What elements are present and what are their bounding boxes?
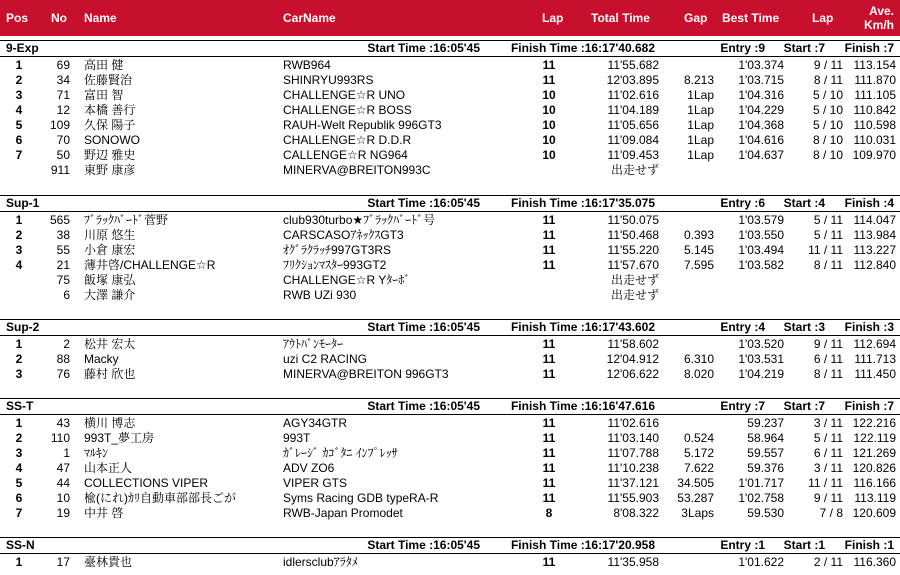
class-header-ss-n (0, 537, 900, 554)
cell-no: 76 (56, 367, 70, 381)
cell-car-name: CARSCASOｱﾈｯｸｽGT3 (283, 228, 404, 242)
cell-lap: 10 (542, 118, 556, 132)
cell-driver-name: SONOWO (84, 133, 140, 147)
cell-lap: 11 (542, 431, 556, 445)
cell-no: 17 (56, 555, 70, 569)
header-lap: Lap (542, 11, 564, 25)
cell-best-time: 1'02.758 (738, 491, 784, 505)
cell-best-time: 59.376 (747, 461, 784, 475)
cell-no: 38 (56, 228, 70, 242)
cell-average-speed: 113.119 (854, 491, 896, 505)
cell-driver-name: 楡(にれ)ｶﾘ自動車部部長ごが (84, 491, 236, 505)
cell-no: 19 (56, 506, 70, 520)
cell-gap: 0.393 (683, 228, 714, 242)
class-start-count: Start :3 (783, 320, 825, 334)
class-finish-time: Finish Time :16:17'35.075 (510, 196, 655, 210)
cell-gap: 7.595 (683, 258, 714, 272)
table-row (0, 337, 900, 352)
cell-driver-name: 川原 悠生 (84, 228, 136, 242)
table-row (0, 555, 900, 570)
cell-best-time: 1'04.229 (738, 103, 784, 117)
cell-gap: 34.505 (677, 476, 714, 490)
cell-total-time: 11'50.075 (607, 213, 659, 227)
class-entry-count: Entry :7 (720, 399, 765, 413)
cell-gap: 5.145 (683, 243, 714, 257)
cell-car-name: CALLENGE☆R NG964 (283, 148, 408, 162)
cell-no: 47 (56, 461, 70, 475)
cell-gap: 6.310 (683, 352, 714, 366)
cell-best-lap: 8 / 10 (812, 133, 843, 147)
cell-driver-name: 993T_夢工房 (84, 431, 155, 445)
cell-gap: 5.172 (683, 446, 714, 460)
cell-driver-name: 横川 博志 (84, 416, 136, 430)
cell-pos: 1 (15, 555, 23, 569)
header-name: Name (84, 11, 117, 25)
class-finish-time: Finish Time :16:17'20.958 (510, 538, 655, 552)
cell-car-name: MINERVA@BREITON 996GT3 (283, 367, 449, 381)
cell-car-name: AGY34GTR (283, 416, 348, 430)
table-row (0, 103, 900, 118)
cell-gap: 1Lap (687, 103, 714, 117)
cell-best-lap: 11 / 11 (808, 243, 843, 257)
cell-car-name: RWB UZi 930 (283, 288, 357, 302)
class-header-ss-t (0, 398, 900, 415)
header-carname: CarName (283, 11, 336, 25)
cell-best-time: 1'03.494 (738, 243, 784, 257)
cell-driver-name: 本橋 善行 (84, 103, 136, 117)
cell-lap: 10 (542, 148, 556, 162)
cell-best-time: 1'04.637 (738, 148, 784, 162)
cell-car-name: MINERVA@BREITON993C (283, 163, 431, 177)
cell-best-lap: 5 / 10 (812, 103, 843, 117)
cell-lap: 11 (542, 73, 556, 87)
cell-best-time: 1'03.550 (738, 228, 784, 242)
cell-pos: 7 (15, 148, 23, 162)
header-pos: Pos (6, 11, 29, 25)
cell-total-time: 8'08.322 (613, 506, 659, 520)
cell-no: 6 (63, 288, 70, 302)
cell-pos: 2 (15, 228, 23, 242)
cell-lap: 11 (542, 213, 556, 227)
cell-best-lap: 2 / 11 (813, 555, 843, 569)
table-row (0, 506, 900, 521)
cell-average-speed: 111.450 (854, 367, 896, 381)
cell-lap: 11 (542, 416, 556, 430)
cell-total-time: 11'07.788 (607, 446, 659, 460)
table-row (0, 213, 900, 228)
table-row (0, 258, 900, 273)
table-row (0, 58, 900, 73)
cell-no: 12 (56, 103, 70, 117)
class-start-time: Start Time :16:05'45 (367, 41, 480, 55)
header-average-line2: Km/h (864, 18, 894, 32)
class-start-count: Start :7 (783, 41, 825, 55)
cell-total-time: 11'37.121 (607, 476, 659, 490)
cell-car-name: RAUH-Welt Republik 996GT3 (283, 118, 442, 132)
cell-car-name: CHALLENGE☆R Yﾀｰﾎﾞ (283, 273, 411, 287)
cell-average-speed: 109.970 (852, 148, 896, 162)
cell-best-lap: 9 / 11 (813, 337, 843, 351)
header-total-time: Total Time (591, 11, 650, 25)
cell-average-speed: 120.609 (852, 506, 896, 520)
cell-car-name: ﾌﾘｸｼｮﾝﾏｽﾀｰ993GT2 (283, 258, 387, 272)
cell-pos: 5 (15, 118, 23, 132)
cell-best-lap: 8 / 10 (812, 148, 843, 162)
cell-car-name: VIPER GTS (283, 476, 348, 490)
cell-best-lap: 11 / 11 (808, 476, 843, 490)
cell-total-time: 12'03.895 (606, 73, 659, 87)
cell-total-time: 出走せず (610, 288, 659, 302)
cell-total-time: 11'02.616 (607, 88, 659, 102)
cell-average-speed: 111.713 (854, 352, 896, 366)
class-finish-count: Finish :4 (844, 196, 894, 210)
cell-average-speed: 116.360 (853, 555, 896, 569)
table-row (0, 88, 900, 103)
class-finish-count: Finish :3 (844, 320, 894, 334)
cell-total-time: 11'57.670 (607, 258, 659, 272)
cell-average-speed: 110.842 (853, 103, 896, 117)
cell-best-time: 1'03.579 (738, 213, 784, 227)
cell-total-time: 11'02.616 (607, 416, 659, 430)
cell-best-time: 1'03.531 (738, 352, 784, 366)
cell-no: 69 (56, 58, 70, 72)
cell-lap: 10 (542, 103, 556, 117)
table-row (0, 446, 900, 461)
cell-driver-name: 富田 智 (84, 88, 124, 102)
table-row (0, 431, 900, 446)
cell-best-lap: 9 / 11 (813, 58, 843, 72)
table-row (0, 148, 900, 163)
class-name: Sup-1 (6, 196, 40, 210)
class-name: Sup-2 (6, 320, 40, 334)
cell-pos: 6 (15, 491, 23, 505)
cell-lap: 11 (542, 58, 556, 72)
header-best-time: Best Time (722, 11, 780, 25)
cell-driver-name: 中井 啓 (84, 506, 124, 520)
cell-total-time: 11'55.903 (607, 491, 659, 505)
cell-gap: 1Lap (687, 148, 714, 162)
cell-driver-name: 久保 陽子 (84, 118, 136, 132)
cell-gap: 1Lap (687, 88, 714, 102)
cell-lap: 11 (542, 476, 556, 490)
cell-total-time: 11'50.468 (607, 228, 659, 242)
table-row (0, 416, 900, 431)
class-entry-count: Entry :9 (720, 41, 765, 55)
cell-pos: 4 (15, 461, 23, 475)
cell-lap: 11 (542, 367, 556, 381)
cell-average-speed: 110.598 (853, 118, 896, 132)
cell-driver-name: 高田 健 (84, 58, 124, 72)
cell-pos: 5 (15, 476, 23, 490)
cell-no: 55 (56, 243, 70, 257)
table-row (0, 491, 900, 506)
cell-gap: 1Lap (687, 133, 714, 147)
cell-total-time: 出走せず (610, 273, 659, 287)
cell-pos: 3 (15, 88, 23, 102)
cell-gap: 1Lap (687, 118, 714, 132)
cell-average-speed: 110.031 (853, 133, 896, 147)
class-finish-time: Finish Time :16:17'40.682 (510, 41, 655, 55)
cell-total-time: 出走せず (610, 163, 659, 177)
table-row (0, 476, 900, 491)
cell-no: 2 (63, 337, 70, 351)
cell-average-speed: 113.154 (853, 58, 896, 72)
table-row (0, 367, 900, 382)
cell-pos: 6 (15, 133, 23, 147)
class-finish-time: Finish Time :16:16'47.616 (510, 399, 655, 413)
cell-best-time: 59.557 (747, 446, 784, 460)
cell-driver-name: COLLECTIONS VIPER (84, 476, 209, 490)
table-row (0, 163, 900, 178)
cell-driver-name: ﾏﾙｷﾝ (84, 446, 109, 460)
cell-lap: 10 (542, 133, 556, 147)
cell-gap: 7.622 (683, 461, 714, 475)
cell-gap: 0.524 (683, 431, 714, 445)
header-average-line1: Ave. (869, 4, 894, 18)
results-header (0, 0, 900, 36)
cell-best-time: 59.237 (747, 416, 784, 430)
cell-car-name: SHINRYU993RS (283, 73, 374, 87)
cell-gap: 8.020 (683, 367, 714, 381)
cell-lap: 11 (542, 555, 556, 569)
cell-lap: 11 (542, 337, 556, 351)
cell-no: 70 (56, 133, 70, 147)
class-finish-count: Finish :1 (844, 538, 894, 552)
cell-no: 50 (56, 148, 70, 162)
cell-average-speed: 120.826 (852, 461, 896, 475)
cell-driver-name: 佐藤賢治 (84, 73, 133, 87)
cell-lap: 11 (542, 491, 556, 505)
cell-car-name: uzi C2 RACING (283, 352, 368, 366)
class-start-time: Start Time :16:05'45 (367, 196, 480, 210)
cell-total-time: 11'04.189 (607, 103, 659, 117)
table-row (0, 243, 900, 258)
cell-driver-name: 臺林貴也 (84, 555, 133, 569)
class-start-count: Start :7 (783, 399, 825, 413)
table-row (0, 228, 900, 243)
cell-average-speed: 122.216 (852, 416, 896, 430)
cell-no: 44 (56, 476, 70, 490)
cell-total-time: 11'58.602 (607, 337, 659, 351)
cell-best-lap: 3 / 11 (813, 416, 843, 430)
cell-car-name: 993T (283, 431, 311, 445)
cell-best-lap: 5 / 11 (813, 431, 843, 445)
cell-average-speed: 114.047 (853, 213, 896, 227)
cell-lap: 11 (542, 258, 556, 272)
cell-average-speed: 112.840 (853, 258, 896, 272)
table-row (0, 461, 900, 476)
cell-car-name: ｱｳﾄﾊﾞﾝﾓｰﾀｰ (283, 337, 344, 351)
cell-car-name: idlersclubｱﾗﾀﾒ (283, 555, 358, 569)
cell-best-lap: 7 / 8 (819, 506, 843, 520)
class-start-count: Start :1 (783, 538, 825, 552)
cell-no: 565 (49, 213, 70, 227)
cell-total-time: 12'04.912 (606, 352, 659, 366)
cell-car-name: ｵｸﾞﾗｸﾗｯﾁ997GT3RS (283, 243, 392, 257)
cell-car-name: ADV ZO6 (283, 461, 335, 475)
cell-driver-name: 藤村 欣也 (84, 367, 136, 381)
cell-car-name: CHALLENGE☆R D.D.R (283, 133, 412, 147)
cell-lap: 11 (542, 228, 556, 242)
class-entry-count: Entry :4 (720, 320, 765, 334)
cell-no: 911 (50, 163, 70, 177)
cell-no: 109 (49, 118, 70, 132)
cell-best-time: 1'03.374 (738, 58, 784, 72)
cell-best-time: 1'04.316 (738, 88, 784, 102)
class-start-time: Start Time :16:05'45 (367, 538, 480, 552)
header-gap: Gap (684, 11, 708, 25)
cell-average-speed: 122.119 (853, 431, 896, 445)
cell-car-name: RWB964 (283, 58, 331, 72)
cell-best-time: 1'01.622 (738, 555, 784, 569)
class-finish-count: Finish :7 (844, 399, 894, 413)
cell-best-time: 59.530 (747, 506, 784, 520)
cell-car-name: CHALLENGE☆R UNO (283, 88, 406, 102)
cell-driver-name: 薄井啓/CHALLENGE☆R (84, 258, 216, 272)
cell-best-lap: 3 / 11 (813, 461, 843, 475)
cell-best-time: 1'01.717 (738, 476, 784, 490)
cell-car-name: ｶﾞﾚｰｼﾞ ｶｺﾞﾀﾆ ｲﾝﾌﾟﾚｯｻ (283, 446, 398, 460)
cell-best-time: 1'04.616 (738, 133, 784, 147)
cell-best-lap: 9 / 11 (813, 491, 843, 505)
class-header-9-exp (0, 40, 900, 57)
cell-no: 10 (56, 491, 70, 505)
cell-pos: 3 (15, 243, 23, 257)
table-row (0, 352, 900, 367)
cell-pos: 1 (15, 337, 23, 351)
cell-total-time: 11'05.656 (607, 118, 659, 132)
cell-no: 21 (56, 258, 70, 272)
cell-best-lap: 8 / 11 (813, 367, 843, 381)
cell-pos: 1 (15, 213, 23, 227)
cell-best-time: 1'03.715 (738, 73, 784, 87)
cell-average-speed: 121.269 (852, 446, 896, 460)
cell-no: 75 (56, 273, 70, 287)
cell-lap: 11 (542, 352, 556, 366)
class-name: 9-Exp (6, 41, 39, 55)
cell-no: 34 (56, 73, 70, 87)
table-row (0, 288, 900, 303)
cell-lap: 8 (545, 506, 553, 520)
cell-total-time: 11'55.220 (607, 243, 659, 257)
cell-best-time: 58.964 (747, 431, 784, 445)
cell-best-lap: 5 / 10 (812, 88, 843, 102)
cell-car-name: club930turbo★ﾌﾞﾗｯｸﾊﾞｰﾄﾞ号 (283, 213, 436, 227)
cell-total-time: 11'09.453 (607, 148, 659, 162)
class-start-time: Start Time :16:05'45 (367, 320, 480, 334)
class-name: SS-T (6, 399, 34, 413)
cell-pos: 7 (15, 506, 23, 520)
cell-pos: 4 (15, 103, 23, 117)
table-row (0, 133, 900, 148)
cell-best-time: 1'04.368 (738, 118, 784, 132)
class-header-sup-1 (0, 195, 900, 212)
cell-lap: 11 (542, 461, 556, 475)
cell-best-lap: 8 / 11 (813, 73, 843, 87)
cell-total-time: 11'09.084 (607, 133, 659, 147)
table-row (0, 118, 900, 133)
table-row (0, 273, 900, 288)
cell-driver-name: 野辺 雅史 (84, 148, 136, 162)
cell-car-name: CHALLENGE☆R BOSS (283, 103, 412, 117)
cell-best-lap: 5 / 10 (812, 118, 843, 132)
cell-average-speed: 113.227 (853, 243, 896, 257)
cell-total-time: 11'03.140 (607, 431, 659, 445)
class-entry-count: Entry :1 (720, 538, 765, 552)
cell-best-time: 1'03.582 (738, 258, 784, 272)
cell-driver-name: 小倉 康宏 (84, 243, 136, 257)
cell-gap: 3Laps (681, 506, 714, 520)
cell-best-time: 1'03.520 (738, 337, 784, 351)
cell-lap: 11 (542, 243, 556, 257)
class-entry-count: Entry :6 (720, 196, 765, 210)
cell-total-time: 11'35.958 (607, 555, 659, 569)
cell-pos: 1 (15, 58, 23, 72)
cell-gap: 8.213 (683, 73, 714, 87)
cell-pos: 3 (15, 367, 23, 381)
cell-average-speed: 111.105 (854, 88, 896, 102)
cell-driver-name: 飯塚 康弘 (84, 273, 136, 287)
cell-driver-name: 東野 康彦 (84, 163, 136, 177)
cell-pos: 1 (15, 416, 23, 430)
cell-average-speed: 116.166 (853, 476, 896, 490)
cell-best-lap: 6 / 11 (813, 446, 843, 460)
class-finish-time: Finish Time :16:17'43.602 (510, 320, 655, 334)
cell-lap: 11 (542, 446, 556, 460)
table-row (0, 73, 900, 88)
header-no: No (51, 11, 67, 25)
cell-pos: 4 (15, 258, 23, 272)
class-name: SS-N (6, 538, 35, 552)
cell-average-speed: 111.870 (854, 73, 896, 87)
cell-best-lap: 5 / 11 (813, 228, 843, 242)
cell-best-lap: 8 / 11 (813, 258, 843, 272)
header-best-lap: Lap (812, 11, 834, 25)
cell-gap: 53.287 (677, 491, 714, 505)
cell-average-speed: 112.694 (853, 337, 896, 351)
cell-pos: 2 (15, 73, 23, 87)
cell-total-time: 11'55.682 (607, 58, 659, 72)
cell-driver-name: 大澤 謙介 (84, 288, 136, 302)
class-header-sup-2 (0, 319, 900, 336)
cell-driver-name: ﾌﾞﾗｯｸﾊﾞｰﾄﾞ菅野 (84, 213, 169, 227)
cell-no: 88 (56, 352, 70, 366)
cell-average-speed: 113.984 (853, 228, 896, 242)
cell-no: 1 (63, 446, 70, 460)
cell-car-name: Syms Racing GDB typeRA-R (283, 491, 439, 505)
class-start-count: Start :4 (783, 196, 825, 210)
cell-best-lap: 6 / 11 (813, 352, 843, 366)
cell-pos: 2 (15, 431, 23, 445)
class-start-time: Start Time :16:05'45 (367, 399, 480, 413)
cell-pos: 3 (15, 446, 23, 460)
cell-best-lap: 5 / 11 (813, 213, 843, 227)
cell-pos: 2 (15, 352, 23, 366)
cell-total-time: 11'10.238 (607, 461, 659, 475)
cell-no: 43 (56, 416, 70, 430)
cell-no: 71 (56, 88, 70, 102)
cell-car-name: RWB-Japan Promodet (283, 506, 403, 520)
cell-no: 110 (50, 431, 70, 445)
cell-driver-name: Macky (84, 352, 119, 366)
cell-driver-name: 山本正人 (84, 461, 133, 475)
cell-total-time: 12'06.622 (606, 367, 659, 381)
class-finish-count: Finish :7 (844, 41, 894, 55)
cell-best-time: 1'04.219 (738, 367, 784, 381)
cell-driver-name: 松井 宏太 (84, 337, 136, 351)
cell-lap: 10 (542, 88, 556, 102)
